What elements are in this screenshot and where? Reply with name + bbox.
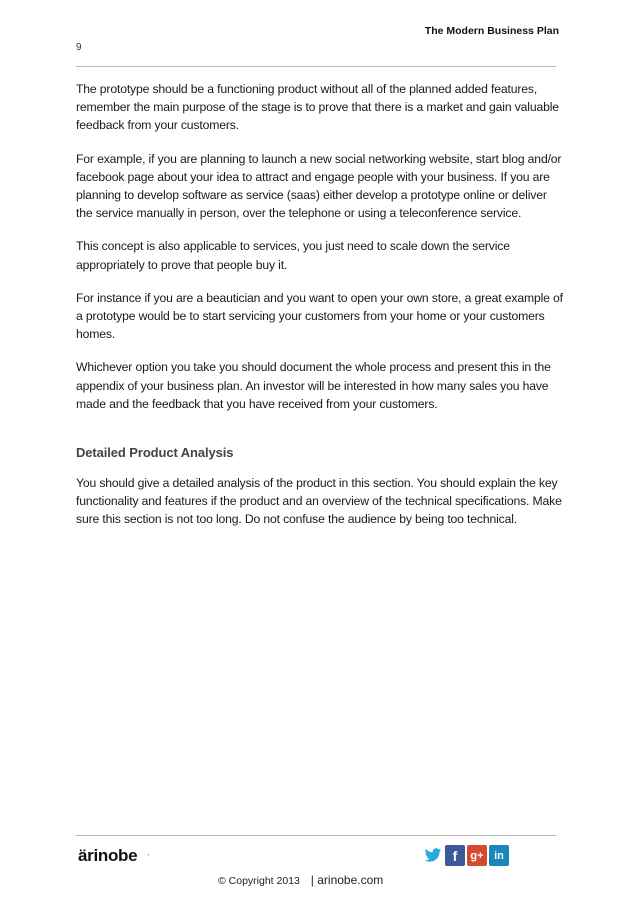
- body-paragraph: For instance if you are a beautician and you want to open your own store, a great example of a prototype would be to start servicing your customers from your home or your customers homes.: [76, 290, 563, 342]
- header-title: The Modern Business Plan: [424, 25, 559, 37]
- linkedin-icon[interactable]: in: [489, 845, 509, 866]
- footer-divider: [76, 835, 556, 836]
- brand-mark: `: [147, 853, 150, 863]
- body-paragraph: The prototype should be a functioning product without all of the planned added features, remember the main purpose of the stage is to prove that there is a market and gain valuable feedback from your customers.: [76, 82, 559, 133]
- copyright-line: [218, 873, 383, 887]
- page-number: 9: [76, 42, 82, 53]
- google-plus-icon[interactable]: g+: [467, 845, 487, 866]
- site-link[interactable]: | arinobe.com: [310, 873, 384, 887]
- social-icons: [423, 845, 509, 866]
- copyright-text: © Copyright 2013: [218, 875, 300, 887]
- page-content: [76, 80, 566, 544]
- header-divider: [76, 66, 556, 67]
- twitter-icon[interactable]: [423, 845, 443, 866]
- section-paragraph: You should give a detailed analysis of the product in this section. You should explain the key functionality and features if the product and an overview of the technical specifications. Make sure this section is not too long. Do not confuse the audience by being too technical.: [76, 476, 562, 527]
- facebook-icon[interactable]: f: [445, 845, 465, 866]
- body-paragraph: For example, if you are planning to launch a new social networking website, start blog and/or facebook page about your idea to attract and engage people with your business. If you are planning to develop software as service (saas) either develop a prototype online or deliver the service manually in person, over the telephone or using a teleconference service.: [76, 151, 562, 221]
- section-heading: Detailed Product Analysis: [76, 445, 234, 461]
- brand-logo: ärinobe: [78, 846, 138, 865]
- body-paragraph: Whichever option you take you should document the whole process and present this in the appendix of your business plan. An investor will be interested in how many sales you have made and the feedback that you have received from your customers.: [76, 360, 551, 411]
- body-paragraph: This concept is also applicable to services, you just need to scale down the service appropriately to prove that people buy it.: [76, 239, 510, 272]
